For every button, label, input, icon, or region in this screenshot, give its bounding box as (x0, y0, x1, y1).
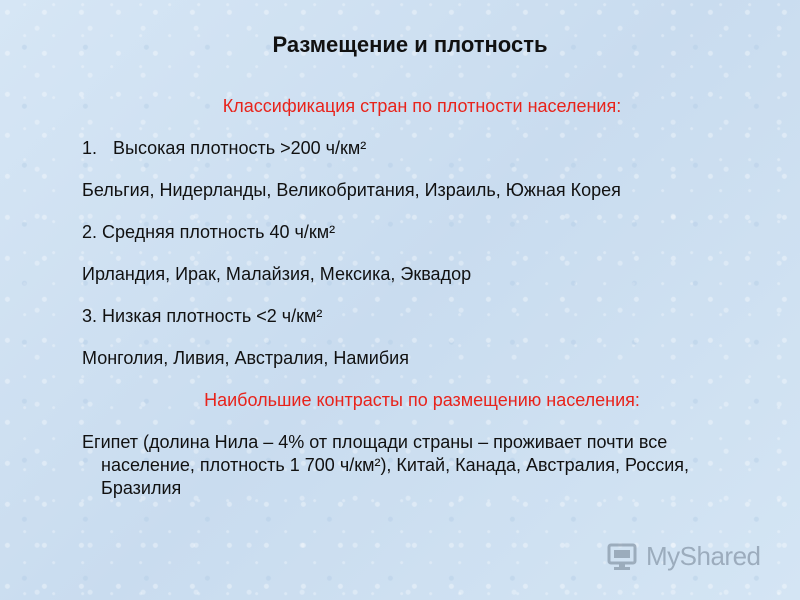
high-density-countries: Бельгия, Нидерланды, Великобритания, Израиль, Южная Корея (82, 180, 621, 200)
contrast-heading: Наибольшие контрасты по размещению населения: (204, 390, 640, 410)
low-density-countries: Монголия, Ливия, Австралия, Намибия (82, 348, 409, 368)
list-number: 1. (82, 138, 98, 158)
high-density-label (82, 137, 762, 160)
high-density-text: Высокая плотность >200 ч/км² (113, 138, 367, 158)
medium-density-label: 2. Средняя плотность 40 ч/км² (82, 222, 336, 242)
slide-content (82, 95, 762, 519)
contrast-text: Египет (долина Нила – 4% от площади страны – проживает почти все население, плотность 1 700 ч/км²), Китай, Канада, Австралия, Россия, Бразилия (82, 432, 690, 498)
medium-density-countries: Ирландия, Ирак, Малайзия, Мексика, Эквадор (82, 264, 472, 284)
myshared-logo (606, 536, 776, 576)
slide-title: Размещение и плотность (272, 32, 548, 57)
low-density-label: 3. Низкая плотность <2 ч/км² (82, 306, 323, 326)
classification-heading: Классификация стран по плотности населения: (222, 96, 622, 116)
watermark-text: MyShared (646, 540, 761, 571)
screen-icon (606, 539, 640, 573)
